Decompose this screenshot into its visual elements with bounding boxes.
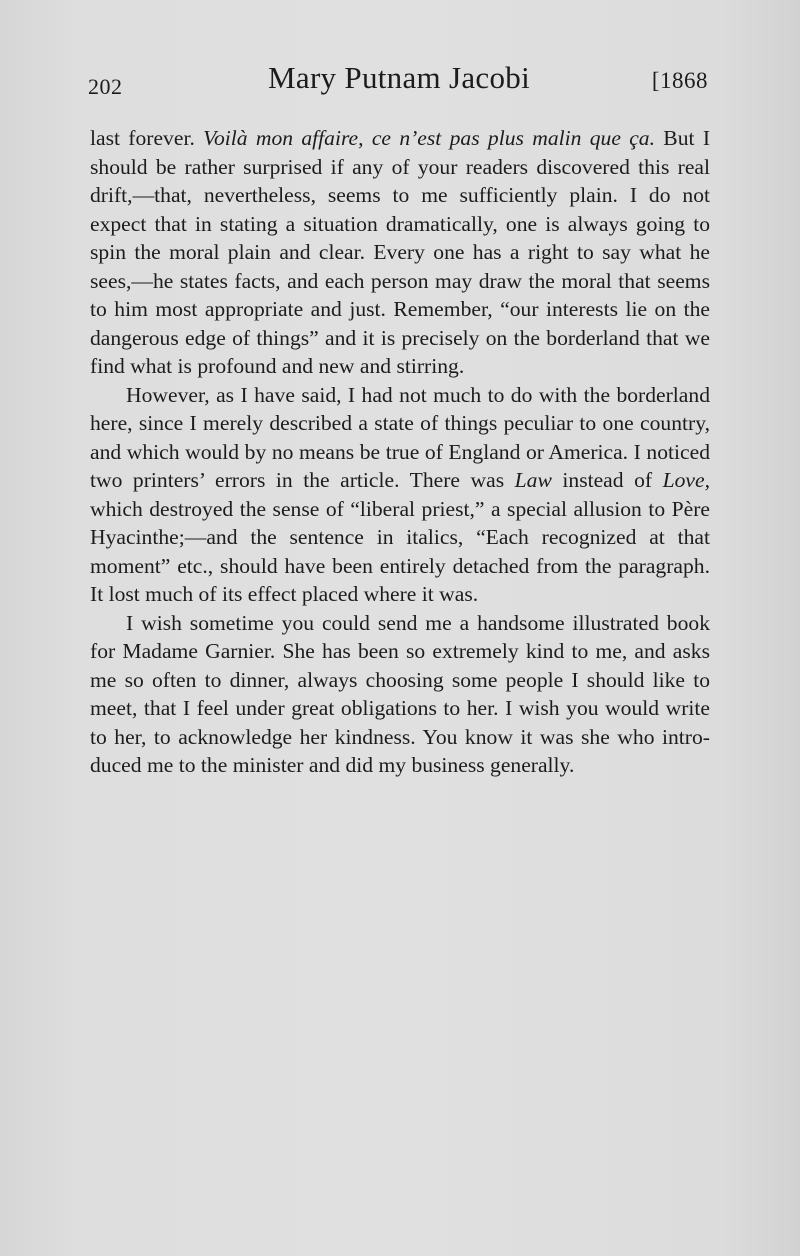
italic-text: Law bbox=[514, 468, 552, 492]
year-marker: [1868 bbox=[651, 68, 708, 93]
running-title: Mary Putnam Jacobi bbox=[268, 60, 530, 95]
text-run: last forever. bbox=[90, 126, 204, 150]
text-run: However, as I have said, I had not much to do with the borderland here, since I merely described a state of things peculiar to one country, and which would by no means be true of England or America. I noticed two printers’ errors in the article. There was bbox=[90, 382, 710, 492]
italic-text: Voilà mon affaire, ce n’est pas plus malin que ça. bbox=[203, 126, 655, 150]
text-run: instead of bbox=[551, 468, 663, 492]
paragraph-1 bbox=[90, 124, 710, 381]
page-number: 202 bbox=[88, 74, 123, 99]
italic-text: Love, bbox=[662, 468, 710, 492]
text-run: I wish sometime you could send me a handsome illustrated book for Madame Garnier. She has been so extremely kind to me, and asks me so often to dinner, always choosing some people I should like to meet, that I feel under great obligations to her. I wish you would write to her, to acknowledge her kindness. You know it was she who introduced me to the minister and did my business generally. bbox=[90, 610, 710, 777]
paragraph-2 bbox=[90, 381, 710, 609]
text-run: which destroyed the sense of “liberal priest,” a special allusion to Père Hyacinthe;—and the sentence in italics, “Each recognized at that moment” etc., should have been entirely detached from the paragraph. It lost much of its effect placed where it was. bbox=[90, 496, 710, 606]
text-run: But I should be rather surprised if any of your readers discovered this real drift,—that, nevertheless, seems to me sufficiently plain. I do not expect that in stating a situation dramatically, one is always going to spin the moral plain and clear. Every one has a right to say what he sees,—he states facts, and each person may draw the moral that seems to him most appropriate and just. Remember, “our interests lie on the dangerous edge of things” and it is precisely on the borderland that we find what is profound and new and stirring. bbox=[90, 126, 711, 378]
body-text bbox=[90, 124, 710, 780]
paragraph-3 bbox=[90, 609, 710, 780]
running-header bbox=[88, 60, 710, 110]
